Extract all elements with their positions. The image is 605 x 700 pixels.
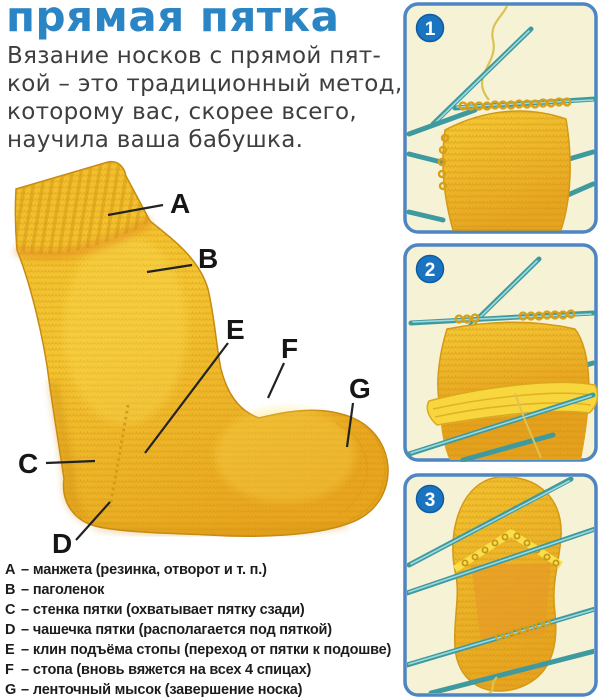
page-title: прямая пятка	[6, 0, 340, 41]
legend-text: стенка пятки (охватывает пятку сзади)	[32, 602, 305, 618]
legend-row-f	[5, 660, 403, 680]
label-g: G	[349, 373, 371, 404]
step-number: 3	[424, 490, 436, 511]
legend-text: паголенок	[32, 582, 105, 598]
legend	[5, 560, 403, 700]
legend-separator: –	[21, 582, 29, 598]
intro-paragraph	[7, 42, 407, 154]
legend-separator: –	[21, 662, 29, 678]
legend-letter: B	[5, 582, 16, 598]
intro-line: Вязание носков с прямой пят-	[7, 43, 382, 69]
step-photo-2	[403, 243, 599, 462]
sock-highlight	[63, 235, 187, 425]
legend-text: манжета (резинка, отворот и т. п.)	[32, 562, 267, 578]
legend-letter: G	[5, 682, 17, 698]
legend-letter: E	[5, 642, 15, 658]
knit-texture	[443, 111, 570, 230]
legend-letter: F	[5, 662, 14, 678]
legend-separator: –	[21, 602, 29, 618]
legend-letter: C	[5, 602, 16, 618]
label-c: C	[18, 448, 39, 479]
legend-row-g	[5, 680, 403, 700]
sock-highlight	[215, 407, 355, 503]
legend-row-c	[5, 600, 403, 620]
step-number: 2	[424, 260, 436, 281]
legend-text: клин подъёма стопы (переход от пятки к подошве)	[32, 642, 392, 658]
label-f: F	[281, 333, 299, 364]
step-photo-1	[403, 2, 599, 234]
sock-diagram	[0, 155, 400, 565]
legend-text: ленточный мысок (завершение носка)	[32, 682, 303, 698]
step-number: 1	[424, 19, 436, 40]
intro-line: научила ваша бабушка.	[7, 127, 304, 153]
legend-text: стопа (вновь вяжется на всех 4 спицах)	[32, 662, 312, 678]
legend-separator: –	[21, 642, 29, 658]
intro-line: которому вас, скорее всего,	[7, 99, 358, 125]
legend-separator: –	[21, 562, 29, 578]
legend-separator: –	[21, 622, 29, 638]
legend-row-b	[5, 580, 403, 600]
label-d: D	[52, 528, 73, 559]
step-photo-3	[403, 473, 599, 697]
leader-line-f	[268, 363, 284, 398]
legend-letter: A	[5, 562, 16, 578]
label-e: E	[226, 314, 245, 345]
legend-row-d	[5, 620, 403, 640]
legend-separator: –	[21, 682, 29, 698]
label-a: A	[170, 188, 191, 219]
label-b: B	[198, 243, 219, 274]
legend-row-e	[5, 640, 403, 660]
legend-text: чашечка пятки (располагается под пяткой)	[32, 622, 332, 638]
legend-row-a	[5, 560, 403, 580]
legend-letter: D	[5, 622, 16, 638]
intro-line: кой – это традиционный метод,	[7, 71, 403, 97]
heel-cup-area	[471, 563, 551, 641]
